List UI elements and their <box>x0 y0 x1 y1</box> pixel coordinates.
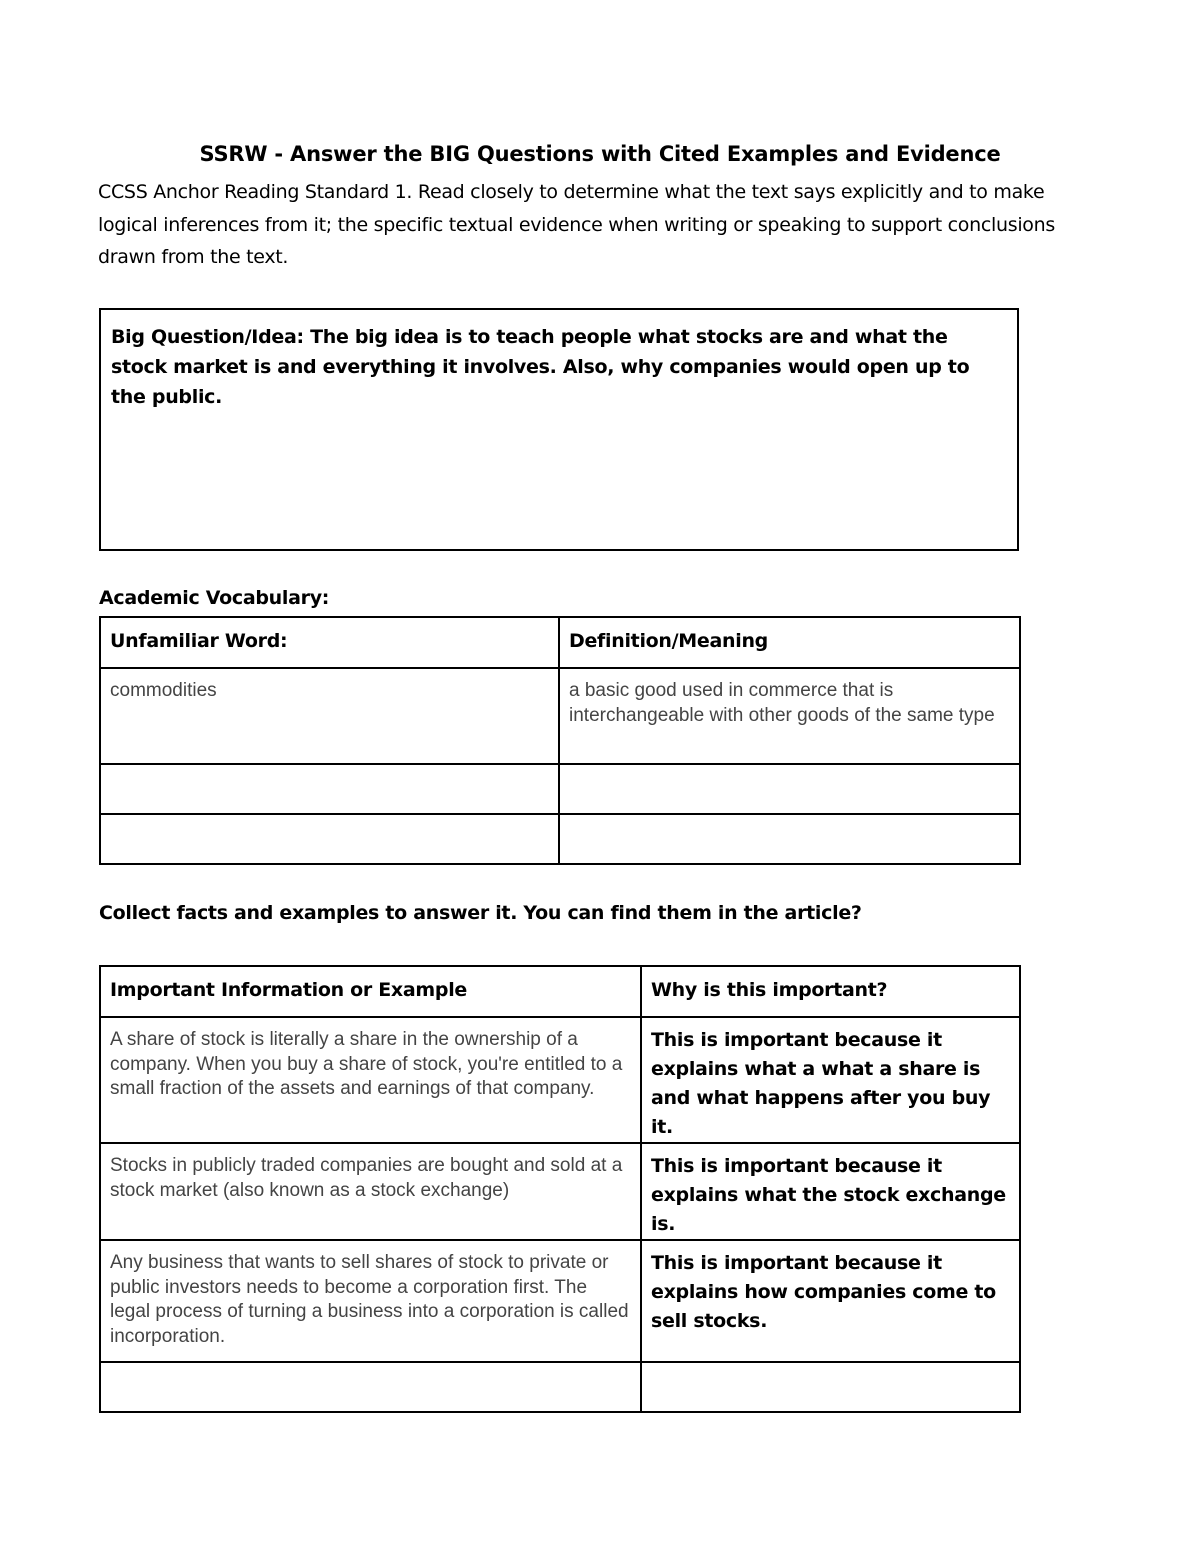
facts-table <box>99 965 1021 1413</box>
table-row <box>100 1143 1020 1240</box>
vocab-table <box>99 616 1021 865</box>
fact-why-cell[interactable]: This is important because it explains what the stock exchange is. <box>641 1143 1020 1240</box>
fact-why-cell[interactable]: This is important because it explains how companies come to sell stocks. <box>641 1240 1020 1362</box>
standard-description: CCSS Anchor Reading Standard 1. Read closely to determine what the text says explicitly and to make logical inferences from it; the specific textual evidence when writing or speaking to support conclusions drawn from the text. <box>98 181 1055 268</box>
big-question-text: Big Question/Idea: The big idea is to teach people what stocks are and what the stock market is and everything it involves. Also, why companies would open up to the public. <box>111 326 970 408</box>
table-row <box>100 764 1020 814</box>
table-row <box>100 1240 1020 1362</box>
big-question-box[interactable] <box>99 308 1019 551</box>
fact-why-cell[interactable] <box>641 1362 1020 1412</box>
facts-header-info: Important Information or Example <box>100 966 641 1017</box>
fact-info-cell[interactable]: Stocks in publicly traded companies are bought and sold at a stock market (also known as a stock exchange) <box>100 1143 641 1240</box>
vocab-definition-cell[interactable] <box>559 764 1020 814</box>
vocab-word-cell[interactable]: commodities <box>100 668 559 764</box>
vocab-header-definition: Definition/Meaning <box>559 617 1020 668</box>
vocab-label: Academic Vocabulary: <box>99 587 330 609</box>
vocab-header-word: Unfamiliar Word: <box>100 617 559 668</box>
fact-info-cell[interactable]: A share of stock is literally a share in the ownership of a company. When you buy a share of stock, you're entitled to a small fraction of the assets and earnings of that company. <box>100 1017 641 1143</box>
fact-info-cell[interactable]: Any business that wants to sell shares of stock to private or public investors needs to become a corporation first. The legal process of turning a business into a corporation is called incorporation. <box>100 1240 641 1362</box>
page-title: SSRW - Answer the BIG Questions with Cited Examples and Evidence <box>199 142 1001 166</box>
fact-why-cell[interactable]: This is important because it explains what a what a share is and what happens after you buy it. <box>641 1017 1020 1143</box>
vocab-word-cell[interactable] <box>100 764 559 814</box>
vocab-header-row <box>100 617 1020 668</box>
vocab-definition-cell[interactable] <box>559 814 1020 864</box>
facts-header-why: Why is this important? <box>641 966 1020 1017</box>
table-row <box>100 668 1020 764</box>
vocab-word-cell[interactable] <box>100 814 559 864</box>
fact-info-cell[interactable] <box>100 1362 641 1412</box>
facts-header-row <box>100 966 1020 1017</box>
table-row <box>100 1362 1020 1412</box>
table-row <box>100 814 1020 864</box>
vocab-definition-cell[interactable]: a basic good used in commerce that is interchangeable with other goods of the same type <box>559 668 1020 764</box>
facts-label: Collect facts and examples to answer it. You can find them in the article? <box>99 902 862 924</box>
table-row <box>100 1017 1020 1143</box>
